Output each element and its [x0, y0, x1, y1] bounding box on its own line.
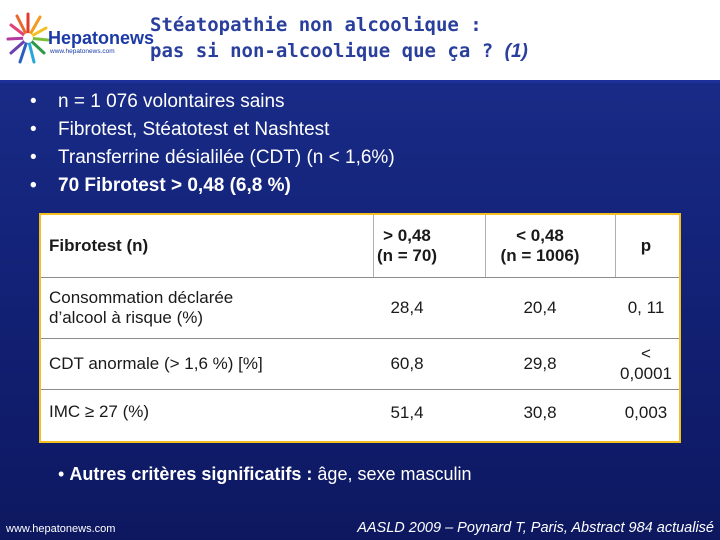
value-below-threshold: 20,4	[523, 298, 557, 317]
bullet-marker: •	[30, 91, 37, 112]
header-divider	[615, 215, 616, 277]
footnote-bold: Autres critères significatifs :	[69, 464, 313, 484]
bullet-item	[30, 173, 395, 201]
p-value: 0, 11	[627, 298, 665, 317]
header-below-threshold	[475, 215, 605, 277]
results-table	[39, 213, 681, 443]
value-below-threshold: 30,8	[523, 403, 557, 422]
hepatonews-logo[interactable]	[6, 8, 155, 70]
bullet-item	[30, 89, 395, 117]
title-reference: (1)	[504, 41, 528, 62]
bullet-marker: •	[30, 147, 37, 168]
bullet-text: Fibrotest, Stéatotest et Nashtest	[58, 119, 330, 140]
row-label: CDT anormale (> 1,6 %) [%]	[49, 354, 263, 373]
header-below-threshold-count: (n = 1006)	[500, 246, 580, 265]
title-line-2	[150, 38, 528, 65]
title-line-1: Stéatopathie non alcoolique :	[150, 14, 482, 36]
footnote	[58, 464, 472, 485]
row-label-line-1: Consommation déclarée	[49, 288, 234, 307]
bullet-text: n = 1 076 volontaires sains	[58, 91, 285, 112]
sunburst-icon	[6, 8, 50, 70]
header-divider	[485, 215, 486, 277]
bullet-text: Transferrine désialilée (CDT) (n < 1,6%)	[58, 147, 395, 168]
value-below-threshold: 29,8	[523, 354, 557, 373]
bullet-text: 70 Fibrotest > 0,48 (6,8 %)	[58, 175, 291, 196]
bullet-item	[30, 117, 395, 145]
value-above-threshold: 51,4	[390, 403, 424, 422]
title-line-2-main: pas si non-alcoolique que ça ?	[150, 40, 494, 62]
value-above-threshold: 28,4	[390, 298, 424, 317]
header-bar	[0, 0, 720, 80]
value-above-threshold: 60,8	[390, 354, 424, 373]
table-row	[41, 390, 679, 436]
header-above-threshold	[351, 215, 463, 277]
bullet-item	[30, 145, 395, 173]
header-fibrotest: Fibrotest (n)	[49, 236, 149, 255]
header-p-value: p	[640, 236, 652, 255]
row-label-line-2: d’alcool à risque (%)	[49, 308, 204, 327]
footnote-marker: •	[58, 464, 65, 484]
table-row	[41, 278, 679, 338]
bullet-marker: •	[30, 175, 37, 196]
row-label	[49, 278, 349, 338]
bullet-marker: •	[30, 119, 37, 140]
header-above-threshold-value: > 0,48	[383, 226, 431, 245]
p-value: 0,003	[624, 403, 668, 422]
row-label: IMC ≥ 27 (%)	[49, 402, 150, 421]
footer-url-link[interactable]: www.hepatonews.com	[6, 523, 116, 535]
header-above-threshold-count: (n = 70)	[377, 246, 437, 265]
table-row	[41, 339, 679, 389]
slide-title	[150, 12, 528, 65]
header-below-threshold-value: < 0,48	[516, 226, 564, 245]
footer-citation: AASLD 2009 – Poynard T, Paris, Abstract 984 actualisé	[357, 520, 714, 536]
p-value: < 0,0001	[620, 344, 672, 383]
header-divider	[0, 80, 720, 83]
logo-name: Hepatonews	[48, 28, 155, 48]
footnote-text: âge, sexe masculin	[312, 464, 472, 484]
table-header-row	[41, 215, 679, 277]
logo-url: www.hepatonews.com	[50, 48, 115, 55]
bullet-list	[30, 89, 395, 201]
header-divider	[373, 215, 374, 277]
